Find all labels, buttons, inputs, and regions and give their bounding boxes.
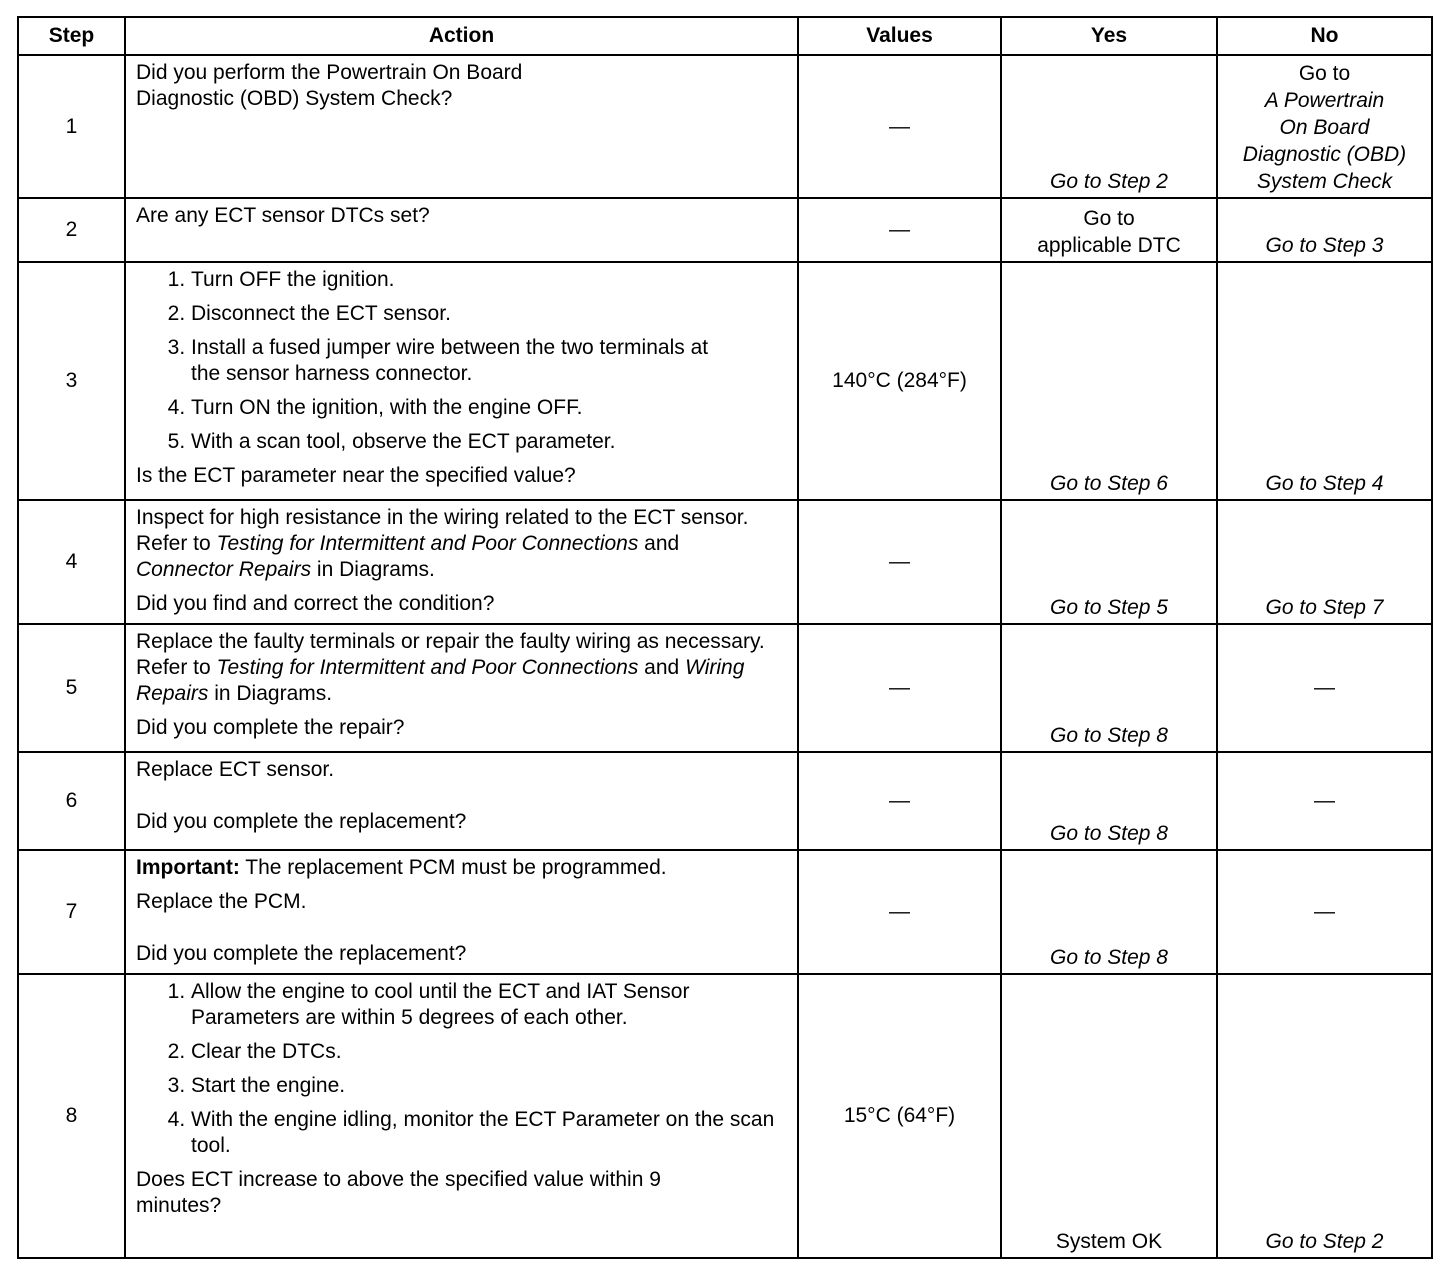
table-row [18,752,1432,850]
no-cell: — [1217,752,1432,850]
no-cell: Go to Step 3 [1217,198,1432,262]
list-item: 4. Turn ON the ignition, with the engine OFF. [191,395,789,421]
value-cell: — [798,624,1001,752]
step-number: 3 [18,262,125,500]
list-item: 3. Install a fused jumper wire between the two terminals at the sensor harness connector. [191,335,789,387]
important-text: The replacement PCM must be programmed. [239,856,667,879]
list-item: 2. Clear the DTCs. [191,1039,789,1065]
question-text: Is the ECT parameter near the specified value? [136,464,576,487]
list-item: 3. Start the engine. [191,1073,789,1099]
reference-link[interactable]: Connector Repairs [136,558,312,581]
yes-cell: Go to Step 8 [1001,752,1217,850]
yes-text: applicable DTC [1037,234,1181,257]
no-text: Go to [1298,62,1351,85]
header-step: Step [18,17,125,55]
action-cell [125,198,798,262]
list-item: 1. Turn OFF the ignition. [191,267,789,293]
table-row [18,198,1432,262]
list-item: 4. With the engine idling, monitor the ECT Parameter on the scan tool. [191,1107,789,1159]
value-cell: — [798,752,1001,850]
list-item: 1. Allow the engine to cool until the ECT and IAT Sensor Parameters are within 5 degrees of each other. [191,979,789,1031]
important-note [136,855,789,881]
action-cell [125,500,798,624]
table-row [18,624,1432,752]
step-number: 6 [18,752,125,850]
question-text: Did you complete the replacement? [136,810,467,833]
no-cell: Go to Step 7 [1217,500,1432,624]
header-row [18,17,1432,55]
yes-text: Go to [1083,207,1135,230]
table-row [18,262,1432,500]
action-text-part: in Diagrams. [311,558,435,581]
no-cell: Go to Step 4 [1217,262,1432,500]
list-item: 2. Disconnect the ECT sensor. [191,301,789,327]
no-cell [1217,55,1432,198]
no-text: Diagnostic (OBD) [1242,143,1407,166]
no-text: On Board [1279,116,1370,139]
reference-link[interactable]: Testing for Intermittent and Poor Connections [216,656,639,679]
yes-cell: Go to Step 8 [1001,624,1217,752]
action-cell [125,262,798,500]
header-values: Values [798,17,1001,55]
step-number: 5 [18,624,125,752]
procedure-list [136,267,789,455]
reference-link[interactable]: Wiring Repairs [136,656,745,705]
important-label: Important: [136,856,240,879]
value-cell: — [798,198,1001,262]
action-cell [125,974,798,1258]
action-text: Did you perform the Powertrain On Board [136,61,523,84]
table-row [18,974,1432,1258]
value-cell: — [798,850,1001,974]
question-text: Did you complete the repair? [136,716,405,739]
reference-link[interactable]: Testing for Intermittent and Poor Connections [216,532,639,555]
action-text [136,505,789,583]
value-cell: 15°C (64°F) [798,974,1001,1258]
table-row [18,850,1432,974]
step-number: 1 [18,55,125,198]
yes-cell: Go to Step 8 [1001,850,1217,974]
question-text: Does ECT increase to above the specified value within 9 minutes? [136,1168,661,1217]
question-text: Did you find and correct the condition? [136,592,495,615]
action-cell [125,624,798,752]
no-text: System Check [1256,170,1393,193]
action-cell [125,850,798,974]
action-text-part: Replace the faulty terminals or repair the faulty wiring as necessary. Refer to [136,630,765,679]
action-text: Diagnostic (OBD) System Check? [136,87,453,110]
action-text [136,629,789,707]
step-number: 8 [18,974,125,1258]
header-yes: Yes [1001,17,1217,55]
no-text: A Powertrain [1264,89,1385,112]
step-number: 2 [18,198,125,262]
value-cell: — [798,55,1001,198]
yes-cell: Go to Step 6 [1001,262,1217,500]
no-cell: — [1217,624,1432,752]
no-cell: — [1217,850,1432,974]
action-text-part: Inspect for high resistance in the wiring related to the ECT sensor. Refer to [136,506,749,555]
value-cell: 140°C (284°F) [798,262,1001,500]
step-number: 7 [18,850,125,974]
yes-cell [1001,198,1217,262]
diagnostic-table [17,16,1433,1259]
list-item: 5. With a scan tool, observe the ECT parameter. [191,429,789,455]
header-action: Action [125,17,798,55]
value-cell: — [798,500,1001,624]
action-text: Replace the PCM. [136,890,307,913]
yes-cell: Go to Step 2 [1001,55,1217,198]
action-text: Replace ECT sensor. [136,758,335,781]
procedure-list [136,979,789,1159]
action-text-part: and [638,656,686,679]
header-no: No [1217,17,1432,55]
action-text: Are any ECT sensor DTCs set? [136,204,430,227]
action-text-part: in Diagrams. [208,682,333,705]
no-cell: Go to Step 2 [1217,974,1432,1258]
yes-cell: System OK [1001,974,1217,1258]
action-text-part: and [638,532,680,555]
table-row [18,500,1432,624]
question-text: Did you complete the replacement? [136,942,467,965]
action-cell [125,55,798,198]
table-row [18,55,1432,198]
step-number: 4 [18,500,125,624]
action-cell [125,752,798,850]
yes-cell: Go to Step 5 [1001,500,1217,624]
